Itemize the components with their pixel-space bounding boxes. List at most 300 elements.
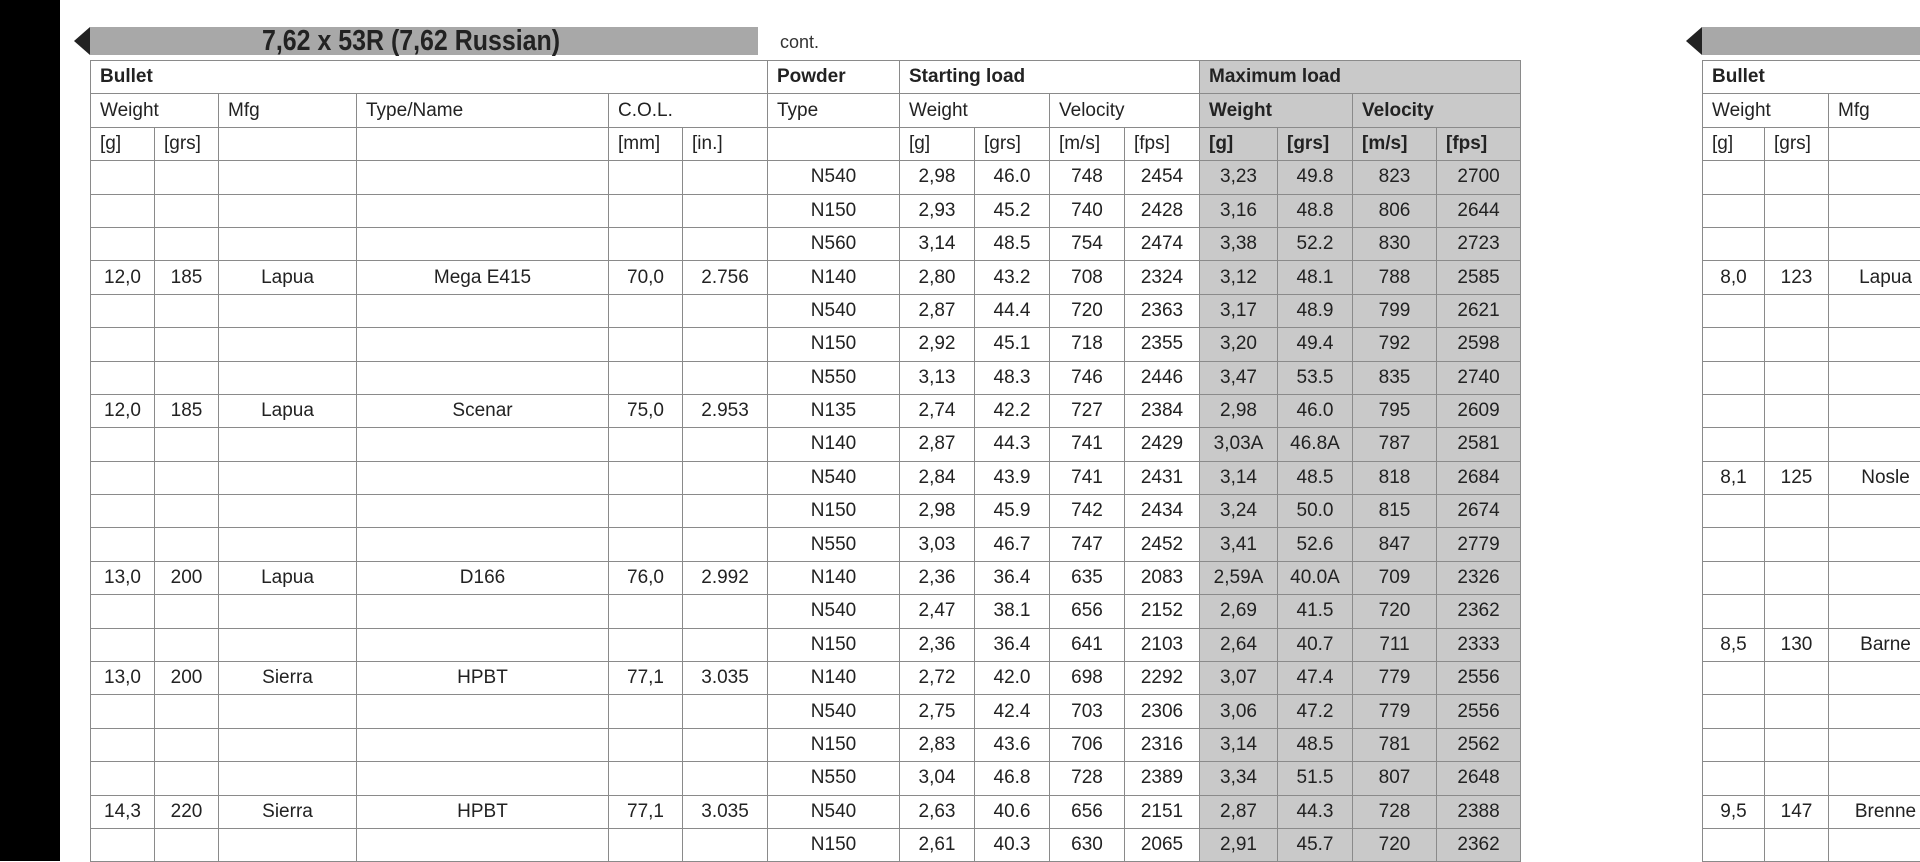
table-cell: HPBT xyxy=(357,795,609,828)
table-cell: 3,47 xyxy=(1200,361,1278,394)
table-row xyxy=(1703,728,1920,761)
powder-type-cell: N550 xyxy=(768,361,900,394)
table-cell xyxy=(219,628,357,661)
table-row xyxy=(768,394,1521,427)
powder-type-cell: N150 xyxy=(768,328,900,361)
table-cell: 2,59A xyxy=(1200,561,1278,594)
header-row xyxy=(1703,61,1920,94)
table-cell: 2,69 xyxy=(1200,595,1278,628)
table-cell: 2,75 xyxy=(900,695,975,728)
table-cell xyxy=(219,695,357,728)
table-row xyxy=(1703,495,1920,528)
table-cell xyxy=(357,728,609,761)
table-cell xyxy=(1829,294,1920,327)
table-cell: 77,1 xyxy=(609,662,683,695)
col-header: C.O.L. xyxy=(609,94,768,127)
table-cell: 3,17 xyxy=(1200,294,1278,327)
table-row xyxy=(91,227,768,260)
table-cell xyxy=(1765,161,1829,194)
table-cell: 2,84 xyxy=(900,461,975,494)
table-cell xyxy=(609,361,683,394)
powder-type-header: Type xyxy=(768,94,900,127)
header-row xyxy=(91,127,768,160)
table-cell: 46.8 xyxy=(975,762,1050,795)
table-cell xyxy=(609,828,683,861)
type-name-header: Type/Name xyxy=(357,94,609,127)
table-cell xyxy=(1703,361,1765,394)
powder-type-cell: N150 xyxy=(768,828,900,861)
table-cell: Scenar xyxy=(357,394,609,427)
table-row xyxy=(91,495,768,528)
table-cell xyxy=(219,461,357,494)
powder-type-cell: N150 xyxy=(768,628,900,661)
table-cell: 815 xyxy=(1353,495,1437,528)
table-cell: 2362 xyxy=(1437,595,1521,628)
table-cell: 52.2 xyxy=(1278,227,1353,260)
table-cell xyxy=(609,328,683,361)
table-cell: 46.7 xyxy=(975,528,1050,561)
table-cell: 46.0 xyxy=(975,161,1050,194)
table-cell: 2428 xyxy=(1125,194,1200,227)
table-cell: 44.3 xyxy=(1278,795,1353,828)
powder-type-cell: N540 xyxy=(768,795,900,828)
table-cell xyxy=(1703,495,1765,528)
title-banner-next xyxy=(1702,27,1920,55)
table-row xyxy=(768,261,1521,294)
table-cell xyxy=(1765,528,1829,561)
table-cell: 747 xyxy=(1050,528,1125,561)
powder-type-cell: N540 xyxy=(768,595,900,628)
table-cell xyxy=(155,361,219,394)
table-row xyxy=(768,461,1521,494)
table-cell: 720 xyxy=(1353,595,1437,628)
table-cell: 3.035 xyxy=(683,662,768,695)
table-cell: Barne xyxy=(1829,628,1920,661)
table-cell: 742 xyxy=(1050,495,1125,528)
table-cell xyxy=(1703,227,1765,260)
table-cell: 2,36 xyxy=(900,561,975,594)
table-cell xyxy=(91,628,155,661)
table-cell xyxy=(1765,662,1829,695)
table-cell: 2,83 xyxy=(900,728,975,761)
table-cell xyxy=(1829,728,1920,761)
table-cell xyxy=(91,595,155,628)
table-cell: 2674 xyxy=(1437,495,1521,528)
table-cell xyxy=(609,595,683,628)
table-cell xyxy=(155,461,219,494)
table-cell xyxy=(1703,695,1765,728)
table-row xyxy=(91,695,768,728)
table-cell: 711 xyxy=(1353,628,1437,661)
table-cell: 728 xyxy=(1050,762,1125,795)
header-row xyxy=(768,127,1521,160)
table-cell: 12,0 xyxy=(91,394,155,427)
table-cell xyxy=(609,428,683,461)
table-row xyxy=(768,528,1521,561)
table-cell xyxy=(683,227,768,260)
table-cell xyxy=(91,328,155,361)
table-cell: 2,87 xyxy=(900,294,975,327)
table-cell xyxy=(219,161,357,194)
powder-type-cell: N150 xyxy=(768,495,900,528)
table-cell: 123 xyxy=(1765,261,1829,294)
table-cell xyxy=(683,528,768,561)
table-cell: 781 xyxy=(1353,728,1437,761)
table-cell xyxy=(91,428,155,461)
table-row xyxy=(91,795,768,828)
table-cell xyxy=(219,328,357,361)
table-cell xyxy=(357,628,609,661)
table-cell: 200 xyxy=(155,561,219,594)
table-row xyxy=(1703,361,1920,394)
table-cell: 3.035 xyxy=(683,795,768,828)
table-row xyxy=(1703,227,1920,260)
table-cell: 2,93 xyxy=(900,194,975,227)
table-row xyxy=(1703,662,1920,695)
max-velocity-header: Velocity xyxy=(1353,94,1521,127)
table-cell: 2446 xyxy=(1125,361,1200,394)
table-cell: Brenne xyxy=(1829,795,1920,828)
unit-grs: [grs] xyxy=(1765,127,1829,160)
table-cell xyxy=(357,595,609,628)
table-cell: 2,98 xyxy=(1200,394,1278,427)
table-row xyxy=(768,628,1521,661)
table-cell xyxy=(1829,161,1920,194)
table-row xyxy=(91,662,768,695)
table-cell xyxy=(155,595,219,628)
table-row xyxy=(91,194,768,227)
table-cell: 52.6 xyxy=(1278,528,1353,561)
table-cell: 42.2 xyxy=(975,394,1050,427)
powder-type-cell: N140 xyxy=(768,561,900,594)
table-row xyxy=(91,394,768,427)
table-cell: 2556 xyxy=(1437,662,1521,695)
table-cell xyxy=(609,227,683,260)
table-cell xyxy=(219,595,357,628)
table-cell xyxy=(768,127,900,160)
table-cell xyxy=(155,328,219,361)
table-row xyxy=(91,595,768,628)
unit-g: [g] xyxy=(1200,127,1278,160)
table-cell xyxy=(357,495,609,528)
table-cell: 45.7 xyxy=(1278,828,1353,861)
table-cell: 3,14 xyxy=(1200,728,1278,761)
table-cell xyxy=(357,828,609,861)
table-row xyxy=(1703,628,1920,661)
table-cell xyxy=(91,495,155,528)
table-cell xyxy=(1765,595,1829,628)
table-cell: 48.5 xyxy=(1278,728,1353,761)
powder-type-cell: N550 xyxy=(768,762,900,795)
table-cell: 45.2 xyxy=(975,194,1050,227)
table-cell xyxy=(91,728,155,761)
table-cell xyxy=(219,127,357,160)
table-cell xyxy=(91,461,155,494)
unit-grs: [grs] xyxy=(975,127,1050,160)
unit-g: [g] xyxy=(1703,127,1765,160)
table-cell: 806 xyxy=(1353,194,1437,227)
mfg-header: Mfg xyxy=(219,94,357,127)
table-row xyxy=(91,361,768,394)
table-cell: 44.3 xyxy=(975,428,1050,461)
table-cell: 2326 xyxy=(1437,561,1521,594)
table-cell: 2,98 xyxy=(900,495,975,528)
powder-type-cell: N150 xyxy=(768,728,900,761)
table-cell: 2429 xyxy=(1125,428,1200,461)
table-row xyxy=(91,728,768,761)
table-cell: 2362 xyxy=(1437,828,1521,861)
table-cell: Lapua xyxy=(219,261,357,294)
table-cell xyxy=(155,294,219,327)
table-cell xyxy=(683,762,768,795)
table-cell: 50.0 xyxy=(1278,495,1353,528)
next-bullet-table xyxy=(1702,60,1920,862)
table-cell: 48.9 xyxy=(1278,294,1353,327)
table-cell: 2,63 xyxy=(900,795,975,828)
table-cell: 40.0A xyxy=(1278,561,1353,594)
table-cell: 3,12 xyxy=(1200,261,1278,294)
table-cell: 2452 xyxy=(1125,528,1200,561)
table-row xyxy=(1703,795,1920,828)
table-cell: Nosle xyxy=(1829,461,1920,494)
table-cell xyxy=(357,127,609,160)
table-cell: D166 xyxy=(357,561,609,594)
table-cell xyxy=(1703,728,1765,761)
table-cell xyxy=(609,695,683,728)
table-cell: 720 xyxy=(1353,828,1437,861)
table-cell: 49.8 xyxy=(1278,161,1353,194)
table-cell: 2316 xyxy=(1125,728,1200,761)
table-row xyxy=(91,294,768,327)
table-row xyxy=(768,495,1521,528)
table-cell xyxy=(1703,762,1765,795)
table-row xyxy=(1703,461,1920,494)
table-cell xyxy=(1765,294,1829,327)
table-row xyxy=(1703,294,1920,327)
table-cell: 38.1 xyxy=(975,595,1050,628)
mfg-header: Mfg xyxy=(1829,94,1920,127)
table-row xyxy=(1703,394,1920,427)
table-cell: 2585 xyxy=(1437,261,1521,294)
table-cell: 795 xyxy=(1353,394,1437,427)
table-cell: 698 xyxy=(1050,662,1125,695)
table-cell: 3,03A xyxy=(1200,428,1278,461)
table-cell: 2454 xyxy=(1125,161,1200,194)
table-cell: 2,87 xyxy=(900,428,975,461)
table-row xyxy=(1703,328,1920,361)
table-cell: 3,14 xyxy=(1200,461,1278,494)
continued-label: cont. xyxy=(780,32,819,53)
table-cell xyxy=(1765,394,1829,427)
table-cell xyxy=(219,361,357,394)
table-row xyxy=(768,227,1521,260)
table-cell xyxy=(609,495,683,528)
table-cell xyxy=(155,161,219,194)
table-cell xyxy=(155,194,219,227)
table-cell xyxy=(1829,495,1920,528)
table-cell xyxy=(683,595,768,628)
table-cell: 2,91 xyxy=(1200,828,1278,861)
table-row xyxy=(1703,161,1920,194)
header-row xyxy=(1703,127,1920,160)
table-cell: 2292 xyxy=(1125,662,1200,695)
table-cell xyxy=(219,762,357,795)
table-cell: 2,64 xyxy=(1200,628,1278,661)
table-cell: 75,0 xyxy=(609,394,683,427)
table-cell: 635 xyxy=(1050,561,1125,594)
table-cell: 3,34 xyxy=(1200,762,1278,795)
table-cell xyxy=(1703,428,1765,461)
table-cell: 2324 xyxy=(1125,261,1200,294)
table-cell xyxy=(683,161,768,194)
table-cell xyxy=(1703,328,1765,361)
table-cell: HPBT xyxy=(357,662,609,695)
table-cell: 2083 xyxy=(1125,561,1200,594)
table-cell xyxy=(357,528,609,561)
table-cell: 8,0 xyxy=(1703,261,1765,294)
max-weight-header: Weight xyxy=(1200,94,1353,127)
table-row xyxy=(1703,528,1920,561)
table-cell: 2700 xyxy=(1437,161,1521,194)
table-cell: 14,3 xyxy=(91,795,155,828)
table-cell: 36.4 xyxy=(975,561,1050,594)
powder-type-cell: N540 xyxy=(768,294,900,327)
table-cell xyxy=(1703,828,1765,861)
unit-fps: [fps] xyxy=(1437,127,1521,160)
table-cell: 2609 xyxy=(1437,394,1521,427)
table-cell: 2581 xyxy=(1437,428,1521,461)
table-cell: 46.8A xyxy=(1278,428,1353,461)
table-cell xyxy=(1765,762,1829,795)
table-cell: 2621 xyxy=(1437,294,1521,327)
table-row xyxy=(91,261,768,294)
table-cell: 2740 xyxy=(1437,361,1521,394)
table-cell xyxy=(1829,528,1920,561)
table-row xyxy=(91,762,768,795)
bullet-table xyxy=(90,60,768,862)
table-cell xyxy=(683,194,768,227)
table-cell: 792 xyxy=(1353,328,1437,361)
table-row xyxy=(1703,828,1920,861)
table-cell: 3,16 xyxy=(1200,194,1278,227)
table-cell xyxy=(91,294,155,327)
table-cell: 2556 xyxy=(1437,695,1521,728)
table-cell: 2389 xyxy=(1125,762,1200,795)
table-cell: 2103 xyxy=(1125,628,1200,661)
powder-type-cell: N540 xyxy=(768,161,900,194)
load-table xyxy=(767,60,1521,862)
table-row xyxy=(768,695,1521,728)
table-cell xyxy=(1765,194,1829,227)
table-cell xyxy=(91,695,155,728)
table-cell: 706 xyxy=(1050,728,1125,761)
table-cell xyxy=(609,628,683,661)
table-cell xyxy=(1703,294,1765,327)
table-cell: 779 xyxy=(1353,695,1437,728)
table-cell xyxy=(357,194,609,227)
table-cell: 36.4 xyxy=(975,628,1050,661)
table-cell: 49.4 xyxy=(1278,328,1353,361)
table-cell: 2434 xyxy=(1125,495,1200,528)
table-cell: 13,0 xyxy=(91,662,155,695)
page-title: 7,62 x 53R (7,62 Russian) xyxy=(262,26,560,56)
table-cell: 788 xyxy=(1353,261,1437,294)
table-row xyxy=(1703,695,1920,728)
table-cell: 847 xyxy=(1353,528,1437,561)
table-cell: 8,5 xyxy=(1703,628,1765,661)
table-row xyxy=(768,595,1521,628)
table-cell: 47.2 xyxy=(1278,695,1353,728)
table-cell: Lapua xyxy=(219,394,357,427)
table-cell xyxy=(155,762,219,795)
table-cell: 2384 xyxy=(1125,394,1200,427)
table-cell xyxy=(1765,361,1829,394)
table-cell xyxy=(683,495,768,528)
header-row xyxy=(1703,94,1920,127)
table-cell: 2644 xyxy=(1437,194,1521,227)
table-cell: 807 xyxy=(1353,762,1437,795)
table-cell: 740 xyxy=(1050,194,1125,227)
maximum-load-header: Maximum load xyxy=(1200,61,1521,94)
table-cell xyxy=(91,361,155,394)
table-cell: 185 xyxy=(155,261,219,294)
table-cell: 641 xyxy=(1050,628,1125,661)
table-cell: 2,61 xyxy=(900,828,975,861)
table-cell xyxy=(357,762,609,795)
table-cell: 185 xyxy=(155,394,219,427)
table-cell xyxy=(1765,561,1829,594)
table-cell: 3,14 xyxy=(900,227,975,260)
table-cell xyxy=(683,728,768,761)
table-cell: Sierra xyxy=(219,795,357,828)
table-cell: 656 xyxy=(1050,595,1125,628)
table-cell: 43.2 xyxy=(975,261,1050,294)
table-cell: 709 xyxy=(1353,561,1437,594)
table-cell: 76,0 xyxy=(609,561,683,594)
table-cell: Mega E415 xyxy=(357,261,609,294)
table-cell: 2388 xyxy=(1437,795,1521,828)
table-row xyxy=(91,628,768,661)
table-cell xyxy=(91,227,155,260)
table-cell: 823 xyxy=(1353,161,1437,194)
table-cell: 2151 xyxy=(1125,795,1200,828)
table-cell: 8,1 xyxy=(1703,461,1765,494)
table-cell xyxy=(1829,595,1920,628)
table-cell: 77,1 xyxy=(609,795,683,828)
table-cell xyxy=(357,695,609,728)
table-cell: 728 xyxy=(1353,795,1437,828)
table-cell xyxy=(683,428,768,461)
table-cell xyxy=(1829,561,1920,594)
table-row xyxy=(768,328,1521,361)
table-cell xyxy=(1829,361,1920,394)
table-cell xyxy=(1829,428,1920,461)
table-row xyxy=(768,194,1521,227)
powder-type-cell: N540 xyxy=(768,695,900,728)
table-cell: 2355 xyxy=(1125,328,1200,361)
table-row xyxy=(91,161,768,194)
table-cell xyxy=(609,161,683,194)
table-row xyxy=(768,361,1521,394)
table-cell xyxy=(1703,394,1765,427)
table-cell: 70,0 xyxy=(609,261,683,294)
table-cell: 2,87 xyxy=(1200,795,1278,828)
table-cell: 40.3 xyxy=(975,828,1050,861)
table-cell xyxy=(1765,227,1829,260)
weight-header: Weight xyxy=(1703,94,1829,127)
table-cell: 754 xyxy=(1050,227,1125,260)
table-cell: 2779 xyxy=(1437,528,1521,561)
